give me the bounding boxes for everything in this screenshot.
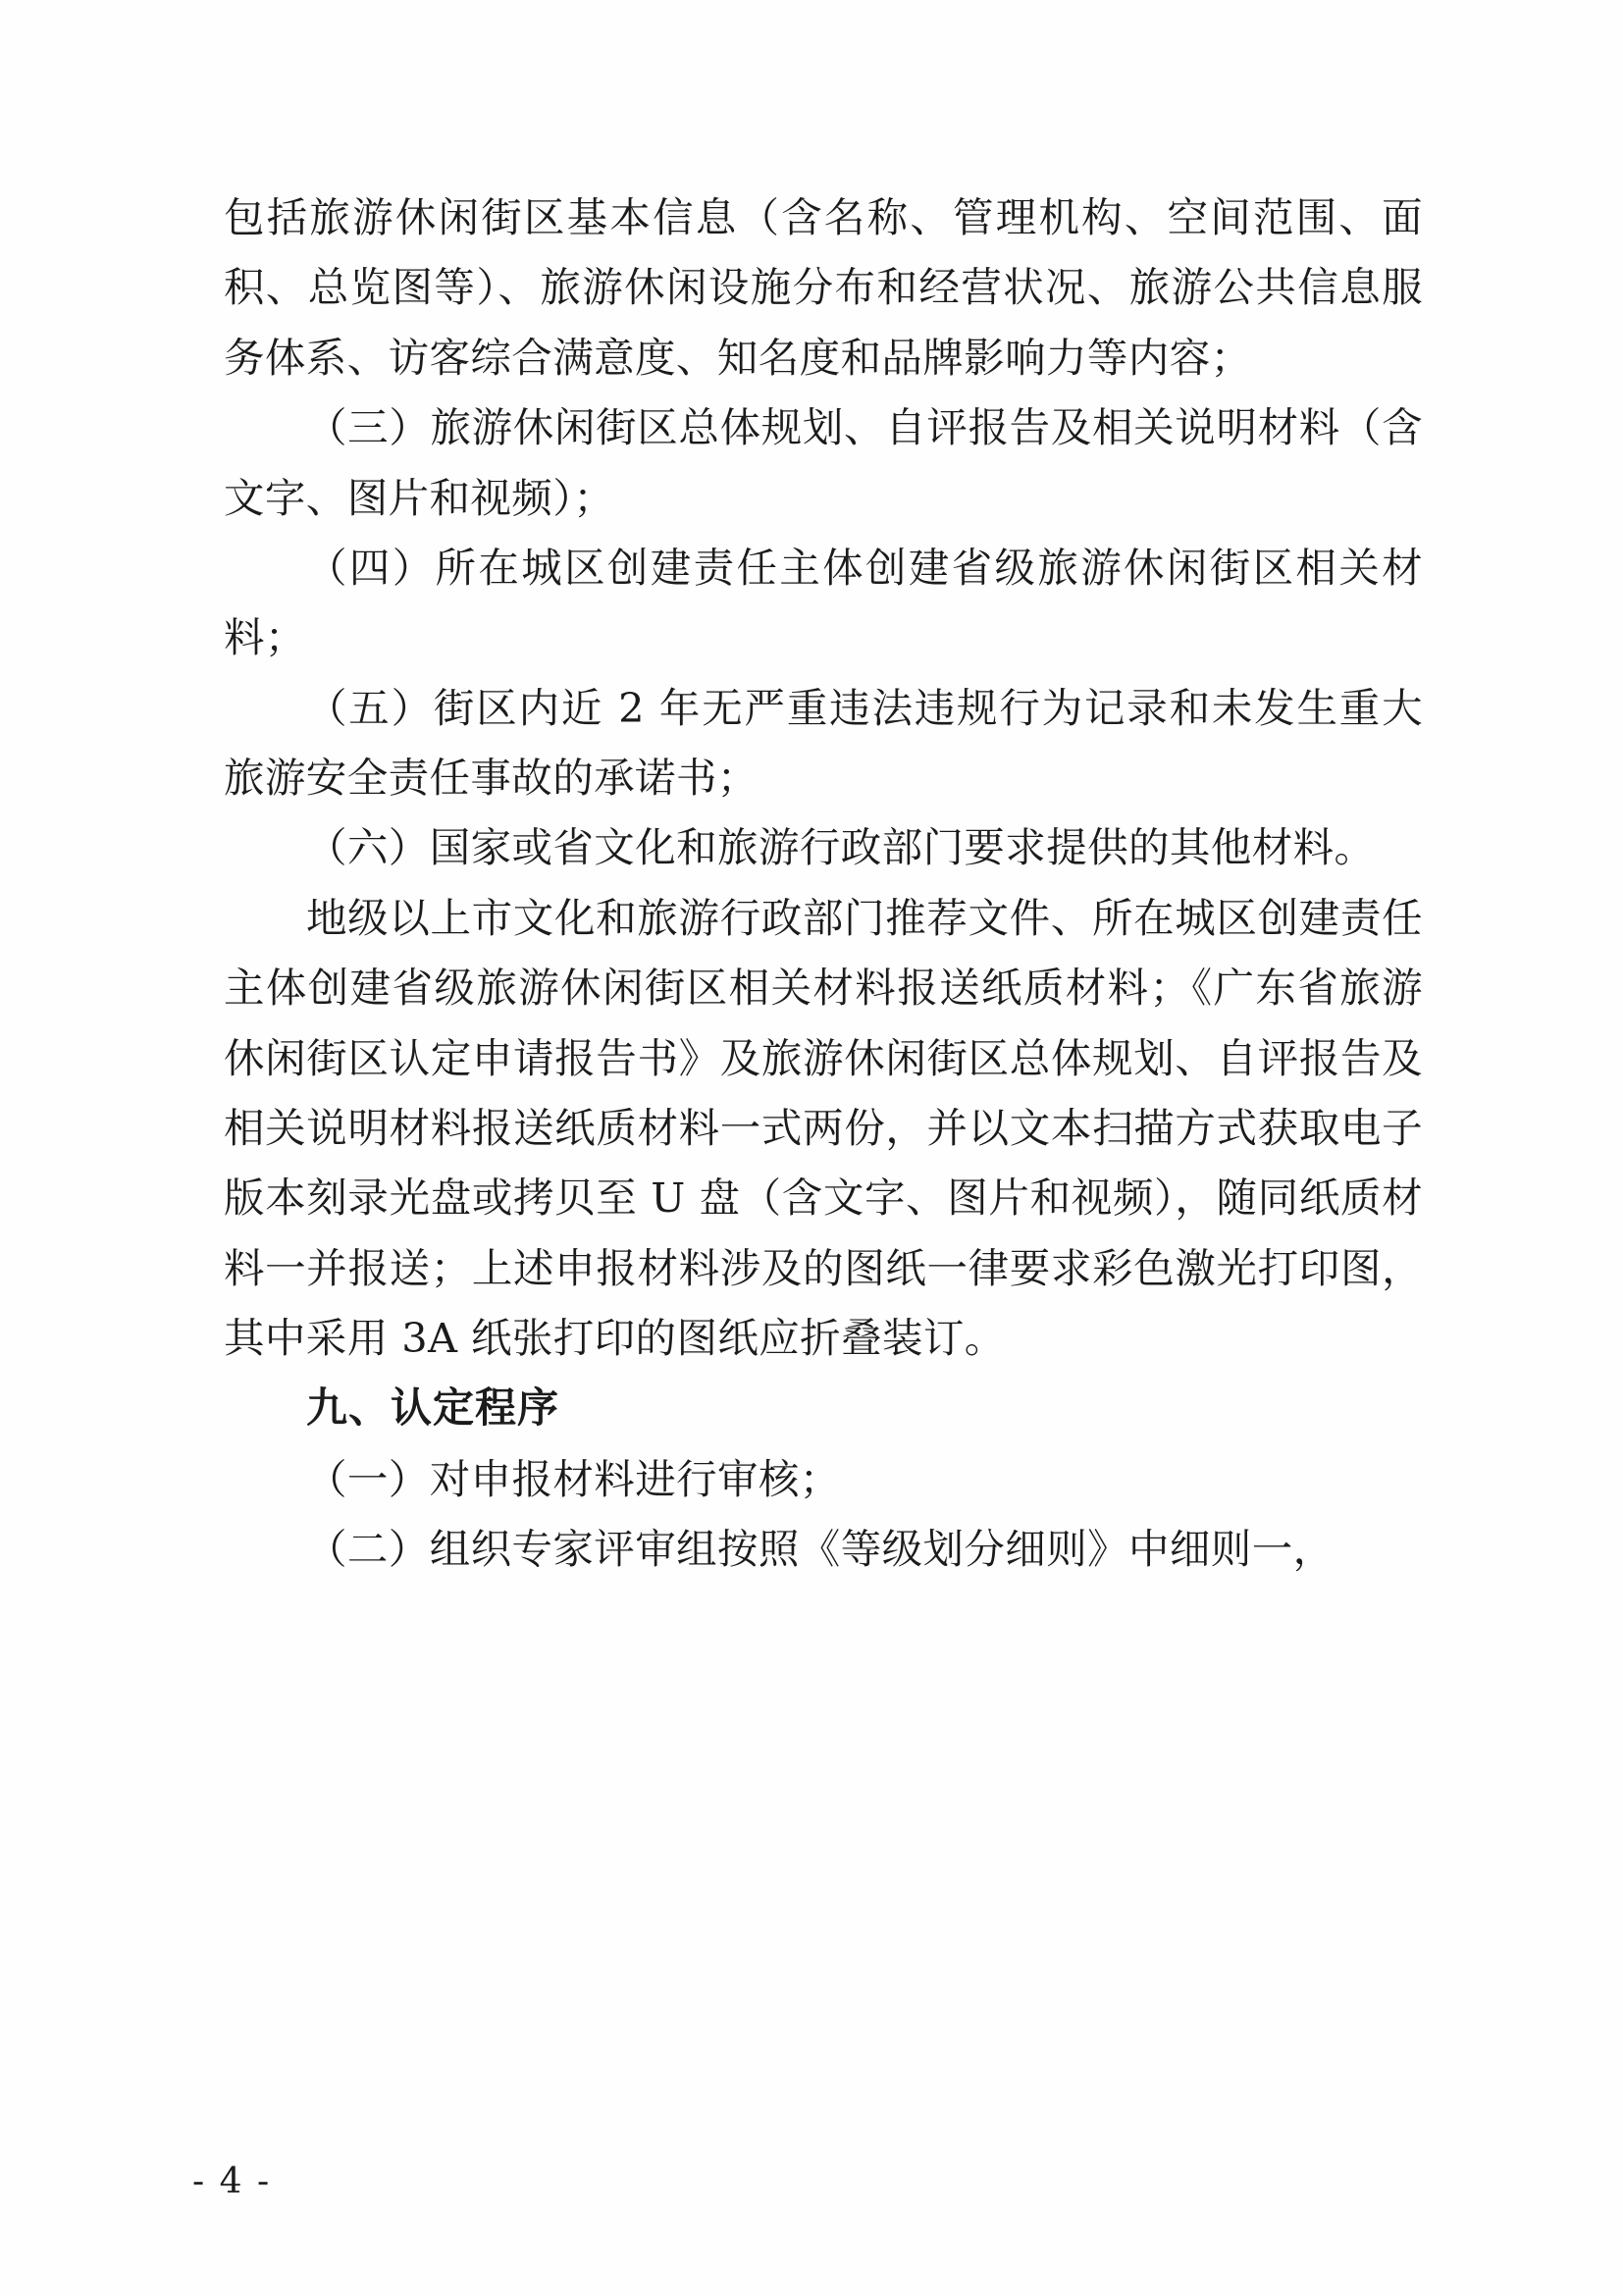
paragraph-submission-requirements: 地级以上市文化和旅游行政部门推荐文件、所在城区创建责任主体创建省级旅游休闲街区相关材料报送纸质材料；《广东省旅游休闲街区认定申请报告书》及旅游休闲街区总体规划、自评报告及相关说明材料报送纸质材料一式两份，并以文本扫描方式获取电子版本刻录光盘或拷贝至 U 盘（含文字、图片和视频），随同纸质材料一并报送；上述申报材料涉及的图纸一律要求彩色激光打印图，其中采用 3A 纸张打印的图纸应折叠装订。 <box>224 893 1423 1362</box>
paragraph-item-six: （六）国家或省文化和旅游行政部门要求提供的其他材料。 <box>306 823 1376 872</box>
section-heading-procedure: 九、认定程序 <box>306 1383 560 1433</box>
paragraph-item-four: （四）所在城区创建责任主体创建省级旅游休闲街区相关材料； <box>224 543 1423 662</box>
paragraph-item-five: （五）街区内近 2 年无严重违法违规行为记录和未发生重大旅游安全责任事故的承诺书； <box>224 683 1423 802</box>
paragraph-basic-info: 包括旅游休闲街区基本信息（含名称、管理机构、空间范围、面积、总览图等）、旅游休闲设施分布和经营状况、旅游公共信息服务体系、访客综合满意度、知名度和品牌影响力等内容； <box>224 193 1423 382</box>
document-body <box>224 183 1423 1584</box>
paragraph-item-three: （三）旅游休闲街区总体规划、自评报告及相关说明材料（含文字、图片和视频）； <box>224 403 1423 522</box>
page-number: - 4 - <box>192 2162 272 2202</box>
paragraph-procedure-two: （二）组织专家评审组按照《等级划分细则》中细则一， <box>306 1524 1335 1573</box>
paragraph-procedure-one: （一）对申报材料进行审核； <box>306 1454 841 1503</box>
